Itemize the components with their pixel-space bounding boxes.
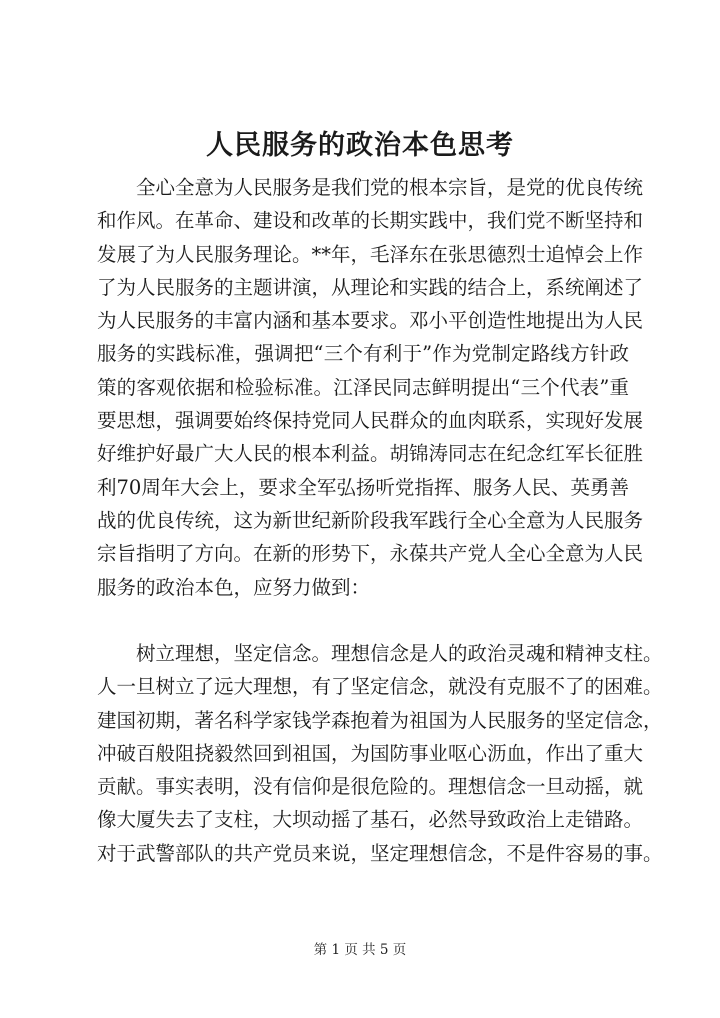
page-number-footer: 第 1 页 共 5 页 xyxy=(313,942,407,958)
page-title: 人民服务的政治本色思考 xyxy=(206,130,514,161)
paragraph-line: 了为人民服务的主题讲演，从理论和实践的结合上，系统阐述了 xyxy=(97,275,644,299)
paragraph-line: 服务的实践标准，强调把“三个有利于”作为党制定路线方针政 xyxy=(97,342,629,366)
paragraph-1 xyxy=(97,171,644,604)
paragraph-2 xyxy=(97,637,663,870)
paragraph-line: 树立理想，坚定信念。理想信念是人的政治灵魂和精神支柱。 xyxy=(136,642,663,665)
paragraph-line: 像大厦失去了支柱，大坝动摇了基石，必然导致政治上走错路。 xyxy=(97,808,644,832)
paragraph-line: 为人民服务的丰富内涵和基本要求。邓小平创造性地提出为人民 xyxy=(97,309,644,333)
paragraph-line: 利70周年大会上，要求全军弘扬听党指挥、服务人民、英勇善 xyxy=(97,475,629,499)
paragraph-line: 好维护好最广大人民的根本利益。胡锦涛同志在纪念红军长征胜 xyxy=(97,442,644,466)
paragraph-line: 发展了为人民服务理论。**年，毛泽东在张思德烈士追悼会上作 xyxy=(97,242,644,266)
paragraph-line: 战的优良传统，这为新世纪新阶段我军践行全心全意为人民服务 xyxy=(97,508,644,532)
paragraph-line: 要思想，强调要始终保持党同人民群众的血肉联系，实现好发展 xyxy=(97,409,644,433)
paragraph-line: 全心全意为人民服务是我们党的根本宗旨，是党的优良传统 xyxy=(136,176,644,199)
paragraph-line: 冲破百般阻挠毅然回到祖国，为国防事业呕心沥血，作出了重大 xyxy=(97,741,644,765)
paragraph-line: 策的客观依据和检验标准。江泽民同志鲜明提出“三个代表”重 xyxy=(97,375,629,399)
paragraph-line: 宗旨指明了方向。在新的形势下，永葆共产党人全心全意为人民 xyxy=(97,542,644,566)
paragraph-line: 和作风。在革命、建设和改革的长期实践中，我们党不断坚持和 xyxy=(97,209,644,233)
paragraph-line: 服务的政治本色，应努力做到： xyxy=(97,575,371,599)
paragraph-line: 对于武警部队的共产党员来说，坚定理想信念，不是件容易的事。 xyxy=(97,841,663,865)
paragraph-line: 人一旦树立了远大理想，有了坚定信念，就没有克服不了的困难。 xyxy=(97,675,663,699)
paragraph-line: 贡献。事实表明，没有信仰是很危险的。理想信念一旦动摇，就 xyxy=(97,775,644,799)
paragraph-line: 建国初期，著名科学家钱学森抱着为祖国为人民服务的坚定信念， xyxy=(97,708,663,732)
